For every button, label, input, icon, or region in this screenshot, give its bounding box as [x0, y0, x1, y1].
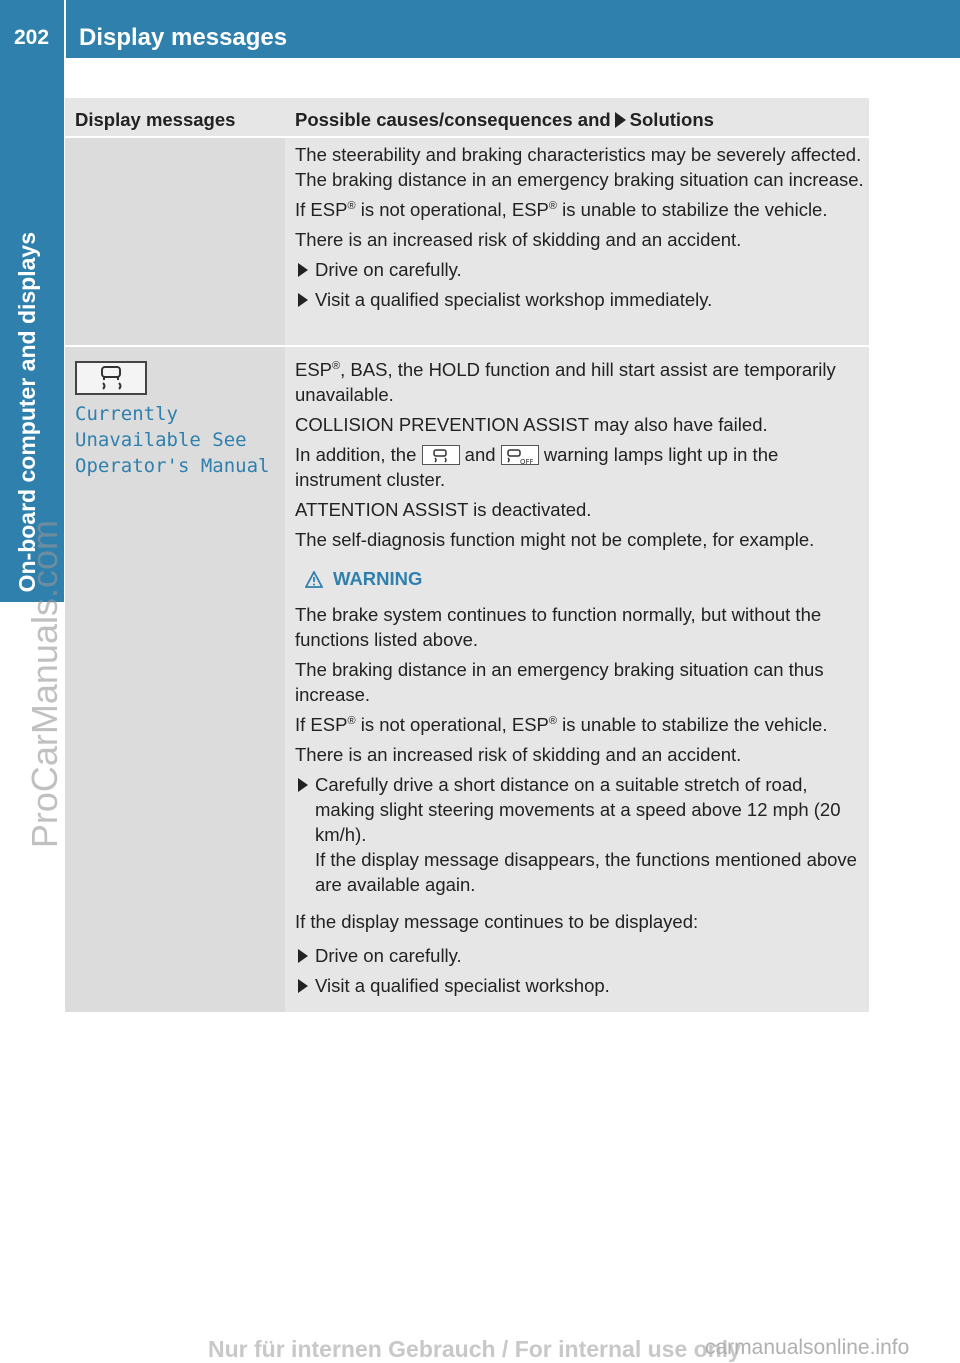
bullet-arrow-icon [298, 263, 308, 277]
section-label: On-board computer and displays [14, 231, 40, 592]
paragraph: The self-diagnosis function might not be complete, for example. [295, 529, 815, 550]
page-title: Display messages [79, 24, 288, 51]
paragraph: There is an increased risk of skidding and an accident. [295, 229, 742, 250]
paragraph: The steerability and braking characteristics may be severely affected. The braking distance in an emergency braking situation can increase. [295, 144, 864, 190]
paragraph: The brake system continues to function normally, but without the functions listed above. [295, 604, 822, 650]
list-item: Carefully drive a short distance on a suitable stretch of road, making slight steering movements at a speed above 12 mph (20 km/h). If the display message disappears, the functions mentioned above are available again. [295, 772, 865, 897]
svg-text:OFF: OFF [519, 458, 534, 465]
paragraph: In addition, the and OFF warning lamps light up in the instrument cluster. [295, 444, 779, 490]
footer-notice: Nur für internen Gebrauch / For internal use only [208, 1336, 741, 1362]
esp-warning-icon [75, 361, 147, 395]
footer-site: carmanualsonline.info [705, 1336, 910, 1359]
arrow-right-icon [615, 112, 626, 128]
warning-triangle-icon [305, 569, 323, 594]
header-divider [64, 0, 66, 58]
paragraph: There is an increased risk of skidding and an accident. [295, 744, 742, 765]
warning-heading: WARNING [305, 566, 865, 594]
bullet-arrow-icon [298, 778, 308, 792]
list-item: Visit a qualified specialist workshop. [295, 973, 865, 998]
column-header-causes: Possible causes/consequences and Solutions [295, 109, 714, 130]
list-item: Drive on carefully. [295, 943, 865, 968]
paragraph: If ESP® is not operational, ESP® is unable to stabilize the vehicle. [295, 714, 828, 735]
table-cell-causes [285, 138, 869, 345]
bullet-arrow-icon [298, 979, 308, 993]
esp-off-lamp-icon [501, 445, 539, 465]
list-item: Drive on carefully. [295, 257, 865, 282]
paragraph: COLLISION PREVENTION ASSIST may also have failed. [295, 414, 768, 435]
paragraph: ATTENTION ASSIST is deactivated. [295, 499, 592, 520]
paragraph: The braking distance in an emergency braking situation can thus increase. [295, 659, 824, 705]
esp-lamp-icon [422, 445, 460, 465]
bullet-arrow-icon [298, 949, 308, 963]
page-header [0, 0, 960, 58]
page-number: 202 [14, 26, 50, 49]
display-messages-table [65, 98, 869, 1012]
display-message-text: Currently Unavailable See Operator's Manual [75, 403, 270, 477]
list-item: Visit a qualified specialist workshop immediately. [295, 287, 865, 312]
paragraph: If ESP® is not operational, ESP® is unable to stabilize the vehicle. [295, 199, 828, 220]
table-cell-message [65, 347, 285, 1012]
table-header-row [65, 98, 869, 138]
column-header-messages: Display messages [75, 109, 236, 130]
paragraph: ESP®, BAS, the HOLD function and hill start assist are temporarily unavailable. [295, 359, 836, 405]
bullet-arrow-icon [298, 293, 308, 307]
paragraph: If the display message continues to be displayed: [295, 911, 699, 932]
watermark-text: ProCarManuals.com [24, 520, 65, 849]
table-cell-causes [285, 347, 869, 1012]
table-cell-message [65, 138, 285, 345]
